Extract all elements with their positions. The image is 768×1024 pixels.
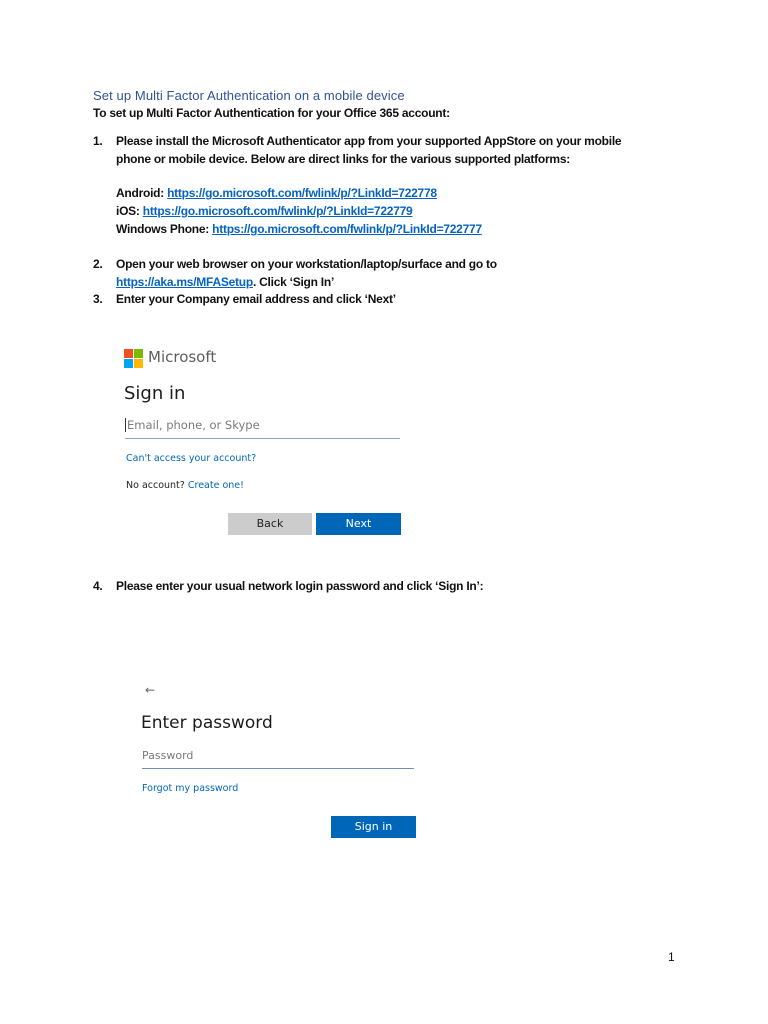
platform-ios [116, 204, 412, 218]
platform-label: Windows Phone: [116, 222, 210, 236]
step-1-text-cont: phone or mobile device. Below are direct links for the various supported platforms: [116, 152, 571, 166]
password-input[interactable]: Password [142, 749, 194, 762]
step-number: 2. [93, 257, 103, 271]
microsoft-brand: Microsoft [148, 348, 217, 366]
step-3-text: Enter your Company email address and click ‘Next’ [116, 292, 396, 306]
doc-title: Set up Multi Factor Authentication on a mobile device [93, 88, 405, 103]
step-2-suffix: . Click ‘Sign In’ [252, 275, 335, 289]
step-2-text: Open your web browser on your workstation/laptop/surface and go to [116, 257, 497, 271]
platform-label: iOS: [116, 204, 140, 218]
forgot-password-link[interactable]: Forgot my password [142, 783, 239, 794]
platform-windows-phone [116, 222, 482, 236]
step-number: 4. [93, 579, 103, 593]
android-link[interactable]: https://go.microsoft.com/fwlink/p/?LinkId=722778 [167, 186, 437, 200]
mfa-setup-link[interactable]: https://aka.ms/MFASetup [116, 275, 253, 289]
windows-phone-link[interactable]: https://go.microsoft.com/fwlink/p/?LinkId=722777 [212, 222, 482, 236]
step-4-text: Please enter your usual network login password and click ‘Sign In’: [116, 579, 484, 593]
step-number: 1. [93, 134, 103, 148]
create-account-link[interactable]: Create one! [187, 480, 244, 491]
email-input[interactable]: Email, phone, or Skype [127, 418, 260, 432]
password-heading: Enter password [141, 713, 273, 733]
no-account-text [126, 480, 244, 491]
sign-in-button[interactable]: Sign in [331, 816, 416, 838]
microsoft-logo-icon [124, 349, 144, 369]
cant-access-link[interactable]: Can't access your account? [126, 453, 257, 464]
intro-text: To set up Multi Factor Authentication for your Office 365 account: [93, 106, 450, 120]
ios-link[interactable]: https://go.microsoft.com/fwlink/p/?LinkId=722779 [142, 204, 413, 218]
signin-heading: Sign in [124, 383, 186, 404]
email-input-underline [125, 438, 400, 439]
password-input-underline [142, 768, 414, 769]
back-arrow-icon[interactable]: ← [145, 683, 156, 697]
step-number: 3. [93, 292, 103, 306]
platform-label: Android: [116, 186, 164, 200]
platform-android [116, 186, 437, 200]
back-button[interactable]: Back [228, 513, 312, 535]
next-button[interactable]: Next [316, 513, 401, 535]
page-number: 1 [668, 950, 675, 964]
no-account-label: No account? [126, 480, 185, 491]
step-1-text: Please install the Microsoft Authenticator app from your supported AppStore on your mobile [116, 134, 622, 148]
step-2-text-cont [116, 275, 334, 289]
